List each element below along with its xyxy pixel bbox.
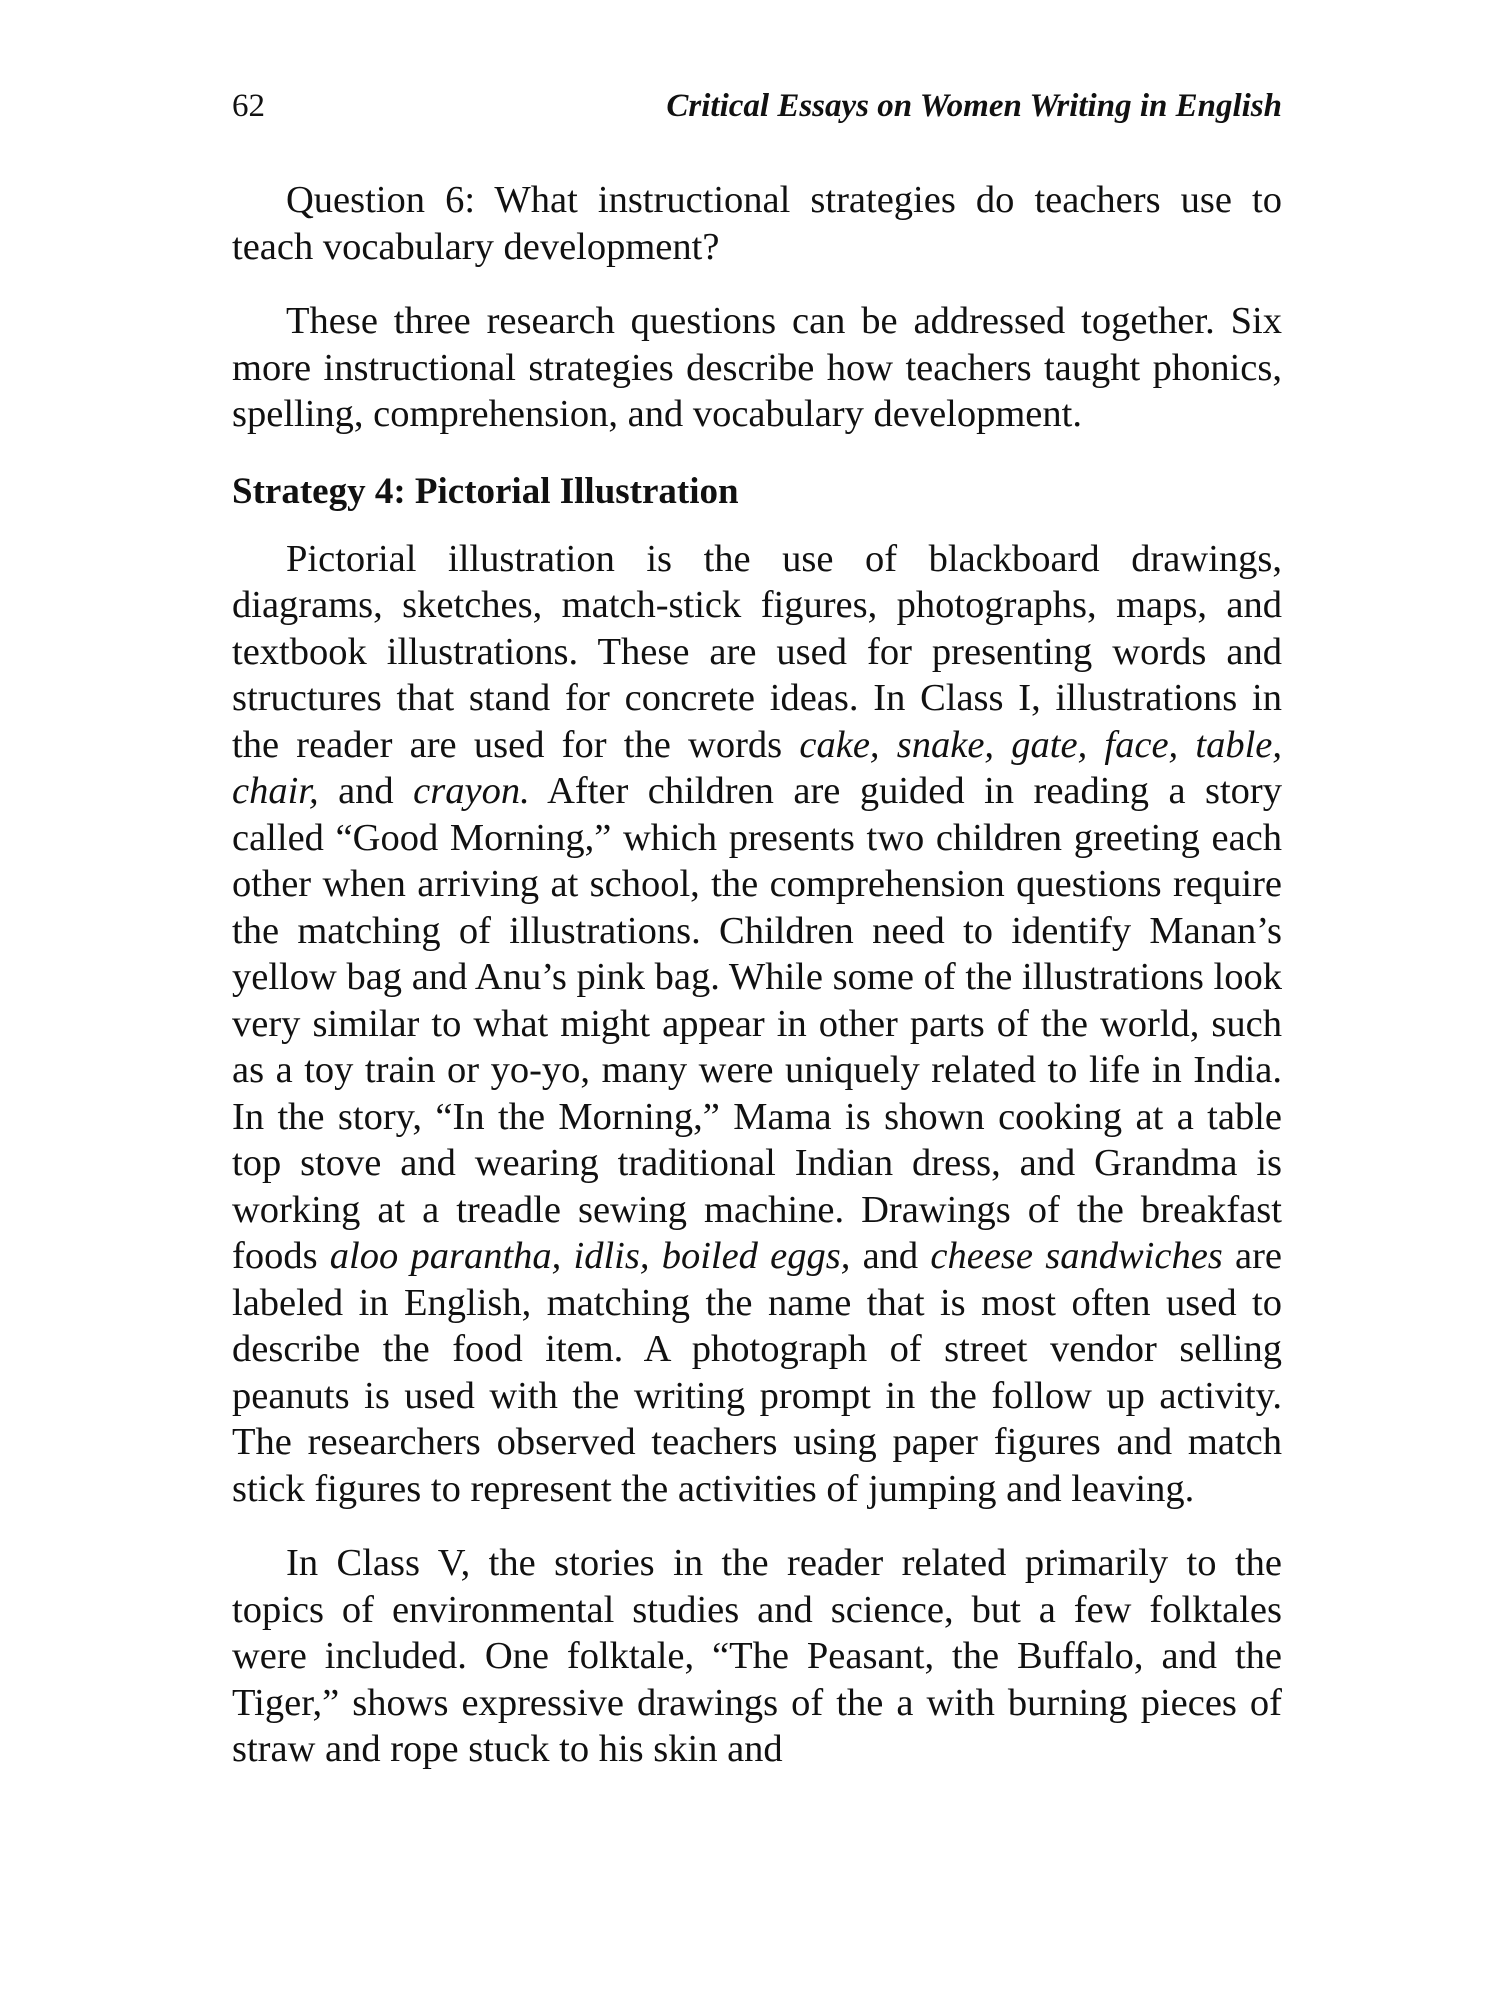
para1-text-3: After children are guided in reading a story called “Good Morning,” which presents two children greeting each other when arriving at school, the comprehension questions require the matching of illustrations. Children need to identify Manan’s yellow bag and Anu’s pink bag. While some of the illustrations look very similar to what might appear in other parts of the world, such as a toy train or yo-yo, many were uniquely related to life in India. In the story, “In the Morning,” Mama is shown cooking at a table top stove and wearing traditional Indian dress, and Grandma is working at a treadle sewing machine. Drawings of the breakfast foods xyxy=(232,770,1282,1277)
para1-italic-words-1: cake, snake, gate, face, table, chair, xyxy=(232,723,1283,812)
para1-italic-sandwiches: cheese sandwiches xyxy=(930,1235,1223,1277)
para1-text-4: and xyxy=(850,1235,931,1277)
question-paragraph: Question 6: What instructional strategies do teachers use to teach vocabulary development? xyxy=(232,179,1282,268)
para1-italic-words-2: crayon. xyxy=(413,770,530,812)
intro-paragraph: These three research questions can be addressed together. Six more instructional strategies describe how teachers taught phonics, spelling, comprehension, and vocabulary development. xyxy=(232,300,1282,435)
para1-text-5: are labeled in English, matching the name that is most often used to describe the food item. A photograph of street vendor selling peanuts is used with the writing prompt in the follow up activity. The researchers observed teachers using paper figures and match stick figures to represent the activities of jumping and leaving. xyxy=(232,1235,1282,1510)
para1-text-2: and xyxy=(318,770,414,812)
running-header xyxy=(232,88,1282,125)
para1-text-1: Pictorial illustration is the use of blackboard drawings, diagrams, sketches, match-stick figures, photographs, maps, and textbook illustrations. These are used for presenting words and structures that stand for concrete ideas. In Class I, illustrations in the reader are used for the words xyxy=(232,537,1282,766)
book-title: Critical Essays on Women Writing in English xyxy=(666,88,1282,124)
page-number: 62 xyxy=(232,88,265,124)
book-page xyxy=(232,88,1282,1773)
pictorial-illustration-paragraph xyxy=(232,536,1282,1513)
para1-italic-foods: aloo parantha, idlis, boiled eggs, xyxy=(329,1235,851,1277)
class-five-paragraph: In Class V, the stories in the reader related primarily to the topics of environmental studies and science, but a few folktales were included. One folktale, “The Peasant, the Buffalo, and the Tiger,” shows expressive drawings of the a with burning pieces of straw and rope stuck to his skin and xyxy=(232,1542,1282,1770)
section-heading: Strategy 4: Pictorial Illustration xyxy=(232,470,739,512)
